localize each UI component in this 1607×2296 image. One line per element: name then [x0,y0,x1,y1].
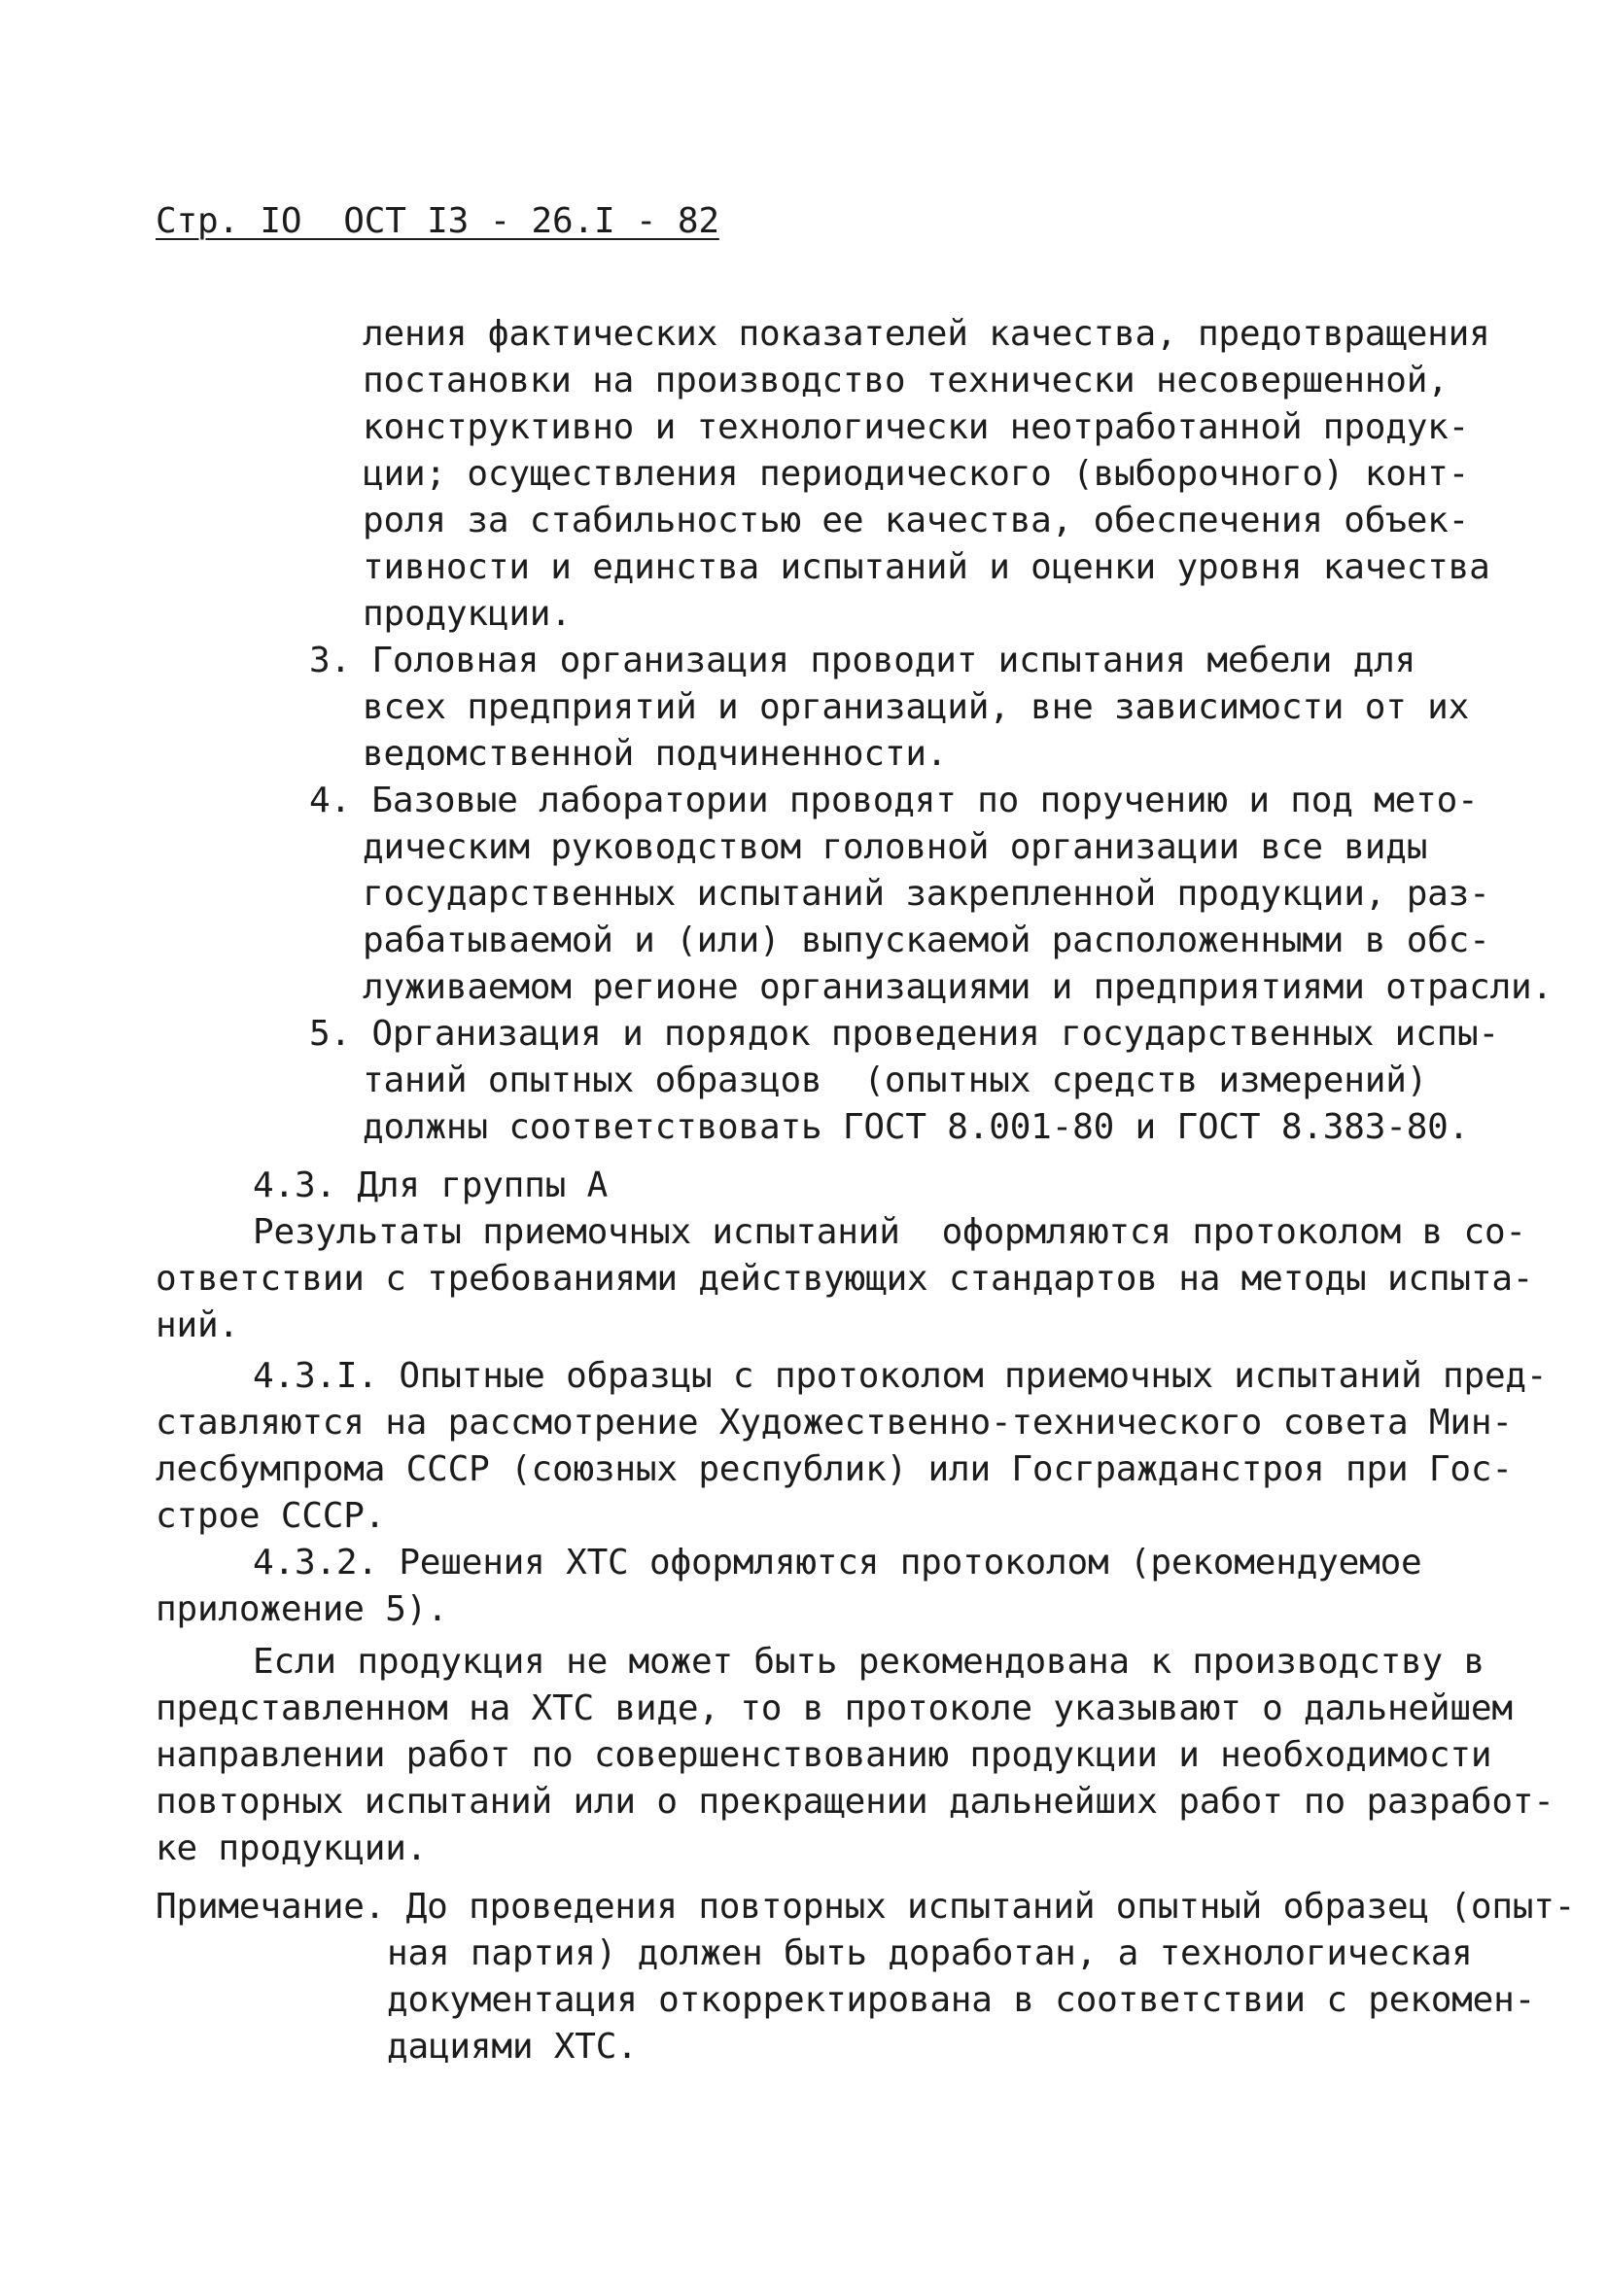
text-line: постановки на производство технически несовершенной, [363,361,1449,400]
text-line: таний опытных образцов (опытных средств измерений) [363,1061,1428,1100]
text-line: ведомственной подчиненности. [363,734,948,774]
text-line: дическим руководством головной организации все виды [363,827,1428,867]
list-item-4: 4. Базовые лаборатории проводят по поручению и под мето- [309,781,1479,820]
text-line: луживаемом регионе организациями и предприятиями отрасли. [363,967,1554,1007]
text-line: конструктивно и технологически неотработанной продук- [363,407,1470,447]
text-line: всех предприятий и организаций, вне зависимости от их [363,687,1470,727]
paragraph-line: ответствии с требованиями действующих стандартов на методы испыта- [156,1259,1534,1299]
note-line: Примечание. До проведения повторных испытаний опытный образец (опыт- [156,1887,1576,1927]
paragraph-line: ний. [156,1305,239,1345]
paragraph-line: лесбумпрома СССР (союзных республик) или Госгражданстроя при Гос- [156,1449,1513,1489]
section-heading-4-3: 4.3. Для группы А [253,1165,609,1205]
text-line: тивности и единства испытаний и оценки уровня качества [363,547,1490,587]
text-line: государственных испытаний закрепленной продукции, раз- [363,874,1490,914]
paragraph-line: ставляются на рассмотрение Художественно-технического совета Мин- [156,1403,1513,1443]
paragraph-line: строе СССР. [156,1496,386,1536]
paragraph-line: направлении работ по совершенствованию продукции и необходимости [156,1735,1492,1775]
clause-4-3-2: 4.3.2. Решения ХТС оформляются протоколом (рекомендуемое [253,1543,1422,1583]
text-line: продукции. [363,594,572,634]
note-line: документация откорректирована в соответствии с рекомен- [387,1980,1536,2020]
paragraph-line: приложение 5). [156,1589,448,1629]
text-line: должны соответствовать ГОСТ 8.001-80 и ГОСТ 8.383-80. [363,1107,1470,1147]
text-line: ции; осуществления периодического (выборочного) конт- [363,454,1470,494]
paragraph-line: повторных испытаний или о прекращении дальнейших работ по разработ- [156,1782,1555,1822]
text-line: рабатываемой и (или) выпускаемой расположенными в обс- [363,921,1490,960]
paragraph-line: Если продукция не может быть рекомендована к производству в [253,1642,1485,1682]
paragraph-line: представленном на ХТС виде, то в протоколе указывают о дальнейшем [156,1688,1513,1728]
clause-4-3-1: 4.3.I. Опытные образцы с протоколом приемочных испытаний пред- [253,1356,1548,1396]
paragraph-line: Результаты приемочных испытаний оформляются протоколом в со- [253,1212,1526,1252]
paragraph-line: ке продукции. [156,1828,428,1868]
page-header: Стр. IO ОСТ I3 - 26.I - 82 [156,201,719,241]
note-line: ная партия) должен быть доработан, а технологическая [387,1933,1473,1973]
list-item-3: 3. Головная организация проводит испытания мебели для [309,641,1416,680]
text-line: ления фактических показателей качества, предотвращения [363,314,1490,354]
list-item-5: 5. Организация и порядок проведения государственных испы- [309,1014,1500,1054]
text-line: роля за стабильностью ее качества, обеспечения объек- [363,501,1470,540]
note-line: дациями ХТС. [387,2027,638,2067]
